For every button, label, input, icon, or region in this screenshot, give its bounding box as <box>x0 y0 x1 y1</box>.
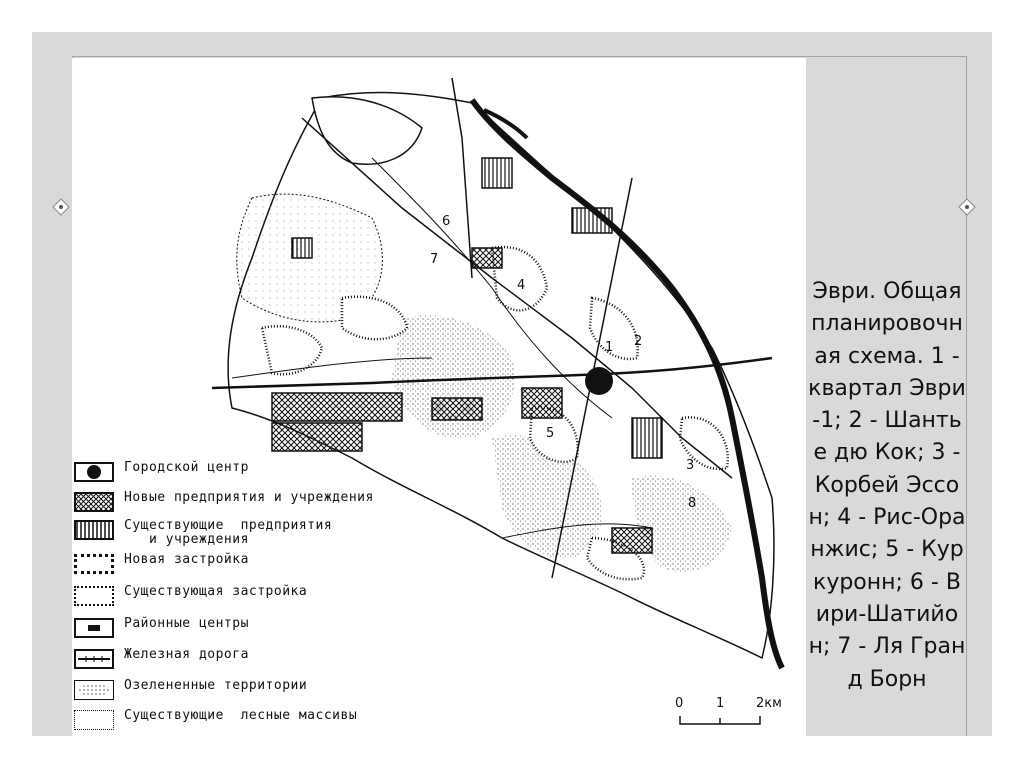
district-number-8: 8 <box>688 496 697 511</box>
legend-item <box>72 616 412 640</box>
legend-label: Существующие предприятия и учреждения <box>124 518 333 547</box>
stipple-swatch-icon <box>74 680 114 700</box>
district-number-5: 5 <box>546 426 555 441</box>
district-number-4: 4 <box>517 278 526 293</box>
district-number-2: 2 <box>634 334 643 349</box>
map-panel <box>72 58 806 736</box>
district-number-1: 1 <box>605 340 614 355</box>
legend-label: Городской центр <box>124 460 249 475</box>
district-center-swatch-icon <box>74 618 114 638</box>
legend-item <box>72 678 412 702</box>
city-center-swatch-icon <box>74 462 114 482</box>
slide-caption: Эври. Общая планировочная схема. 1 - квартал Эври -1; 2 - Шантье дю Кок; 3 - Корбей Эссон; 4 - Рис-Оранжис; 5 - Куркуронн; 6 - Вири-Шатийон; 7 - Ля Гранд Борн <box>808 279 966 692</box>
scale-label-one: 1 <box>716 696 725 711</box>
legend-item <box>72 584 412 608</box>
legend-item <box>72 490 412 514</box>
legend-label: Существующие лесные массивы <box>124 708 358 723</box>
stipple-light-swatch-icon <box>74 710 114 730</box>
vertical-hatch-swatch-icon <box>74 520 114 540</box>
city-center-marker <box>585 367 613 395</box>
district-number-3: 3 <box>686 458 695 473</box>
dotted-border-light-swatch-icon <box>74 586 114 606</box>
district-number-7: 7 <box>430 252 439 267</box>
frame-line-right <box>966 56 967 736</box>
legend-item <box>72 460 412 484</box>
diamond-right-icon <box>958 198 976 216</box>
legend-item <box>72 647 412 671</box>
legend-label: Озелененные территории <box>124 678 308 693</box>
legend-item <box>72 708 412 732</box>
scale-label-zero: 0 <box>675 696 684 711</box>
legend-label: Районные центры <box>124 616 249 631</box>
cross-hatch-swatch-icon <box>74 492 114 512</box>
railway-swatch-icon <box>74 649 114 669</box>
legend-item <box>72 552 412 576</box>
legend-item <box>72 518 412 547</box>
frame-line-top <box>72 56 966 57</box>
diamond-left-icon <box>52 198 70 216</box>
legend-label: Новая застройка <box>124 552 249 567</box>
scale-bar <box>678 712 768 726</box>
legend-label: Новые предприятия и учреждения <box>124 490 374 505</box>
scale-label-two: 2км <box>756 696 782 711</box>
dotted-border-swatch-icon <box>74 554 114 574</box>
legend-label: Железная дорога <box>124 647 249 662</box>
legend-label: Существующая застройка <box>124 584 308 599</box>
district-number-6: 6 <box>442 214 451 229</box>
